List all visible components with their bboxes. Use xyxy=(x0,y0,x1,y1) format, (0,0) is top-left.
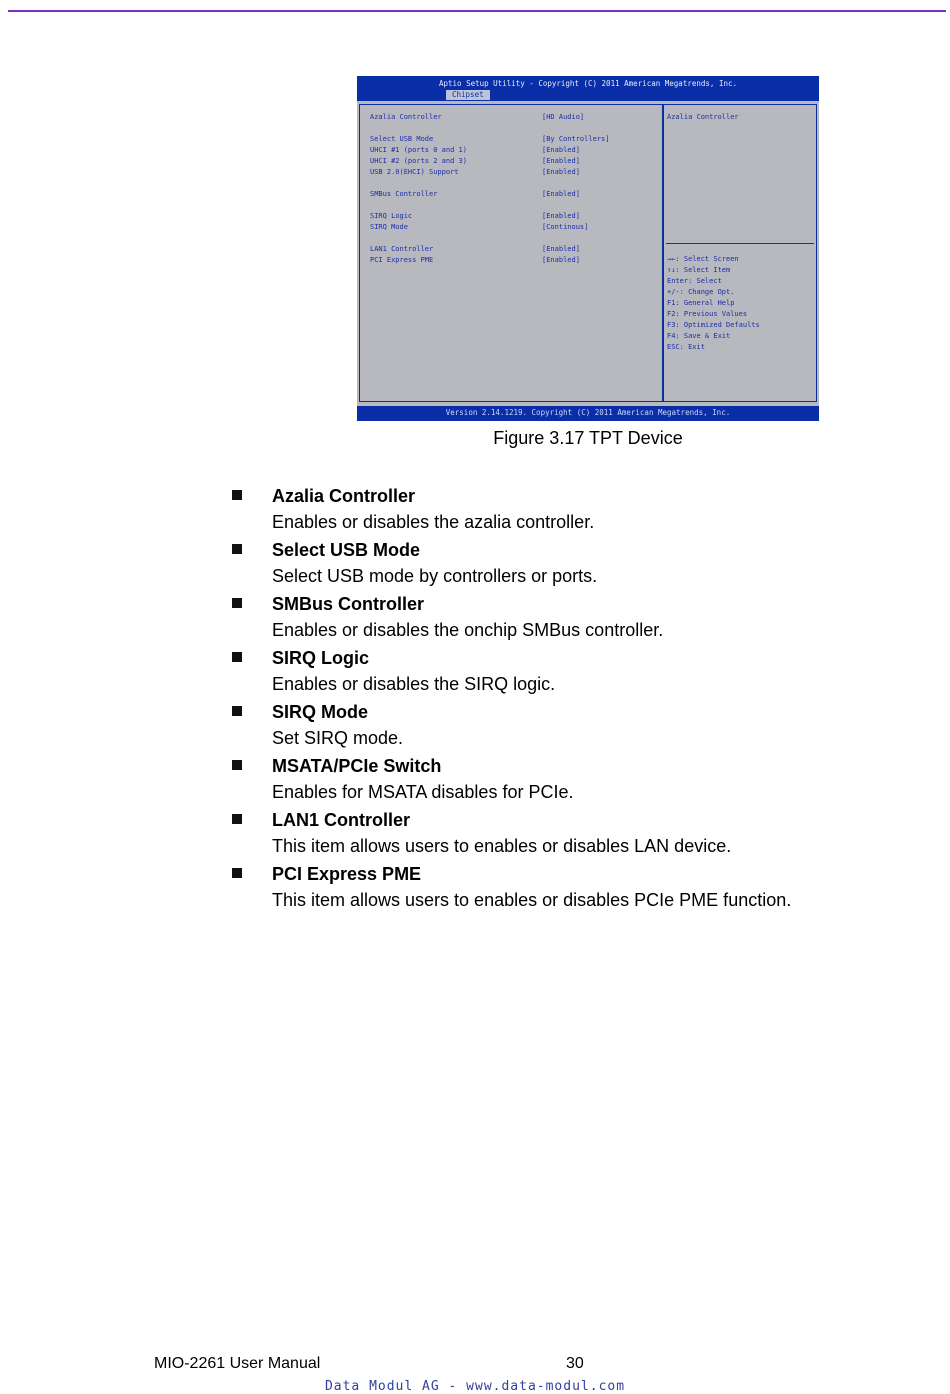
bios-setting-label: SMBus Controller xyxy=(370,190,438,198)
bios-setting-value: [By Controllers] xyxy=(542,135,610,143)
bios-key-hint: →←: Select Screen xyxy=(667,255,739,263)
item-title: SIRQ Logic xyxy=(272,648,370,668)
bios-setting-label: SIRQ Mode xyxy=(370,223,408,231)
page-number: 30 xyxy=(566,1355,584,1372)
bios-setting-value: [Enabled] xyxy=(542,212,580,220)
option-list xyxy=(228,483,928,915)
bios-tab-chipset: Chipset xyxy=(446,90,490,100)
item-title: SMBus Controller xyxy=(272,594,425,614)
bios-setting-label: SIRQ Logic xyxy=(370,212,413,220)
item-title: Azalia Controller xyxy=(272,486,416,506)
bios-setting-value: [Enabled] xyxy=(542,168,580,176)
item-description: Enables for MSATA disables for PCIe. xyxy=(272,782,574,802)
square-bullet-icon xyxy=(232,544,242,554)
bios-setting-value: [Continous] xyxy=(542,223,589,231)
bios-key-hint: ↑↓: Select Item xyxy=(667,266,731,274)
item-description: Set SIRQ mode. xyxy=(272,728,404,748)
item-title: PCI Express PME xyxy=(272,864,422,884)
bios-screenshot xyxy=(357,76,819,421)
bios-key-hint: F1: General Help xyxy=(667,299,735,307)
list-item xyxy=(228,483,928,535)
bios-footer: Version 2.14.1219. Copyright (C) 2011 American Megatrends, Inc. xyxy=(445,408,731,417)
bios-setting-label: UHCI #1 (ports 0 and 1) xyxy=(370,146,467,154)
bios-setting-value: [HD Audio] xyxy=(542,113,585,121)
item-description: Select USB mode by controllers or ports. xyxy=(272,566,598,586)
square-bullet-icon xyxy=(232,706,242,716)
list-item xyxy=(228,537,928,589)
bios-title: Aptio Setup Utility - Copyright (C) 2011 American Megatrends, Inc. xyxy=(438,79,737,88)
square-bullet-icon xyxy=(232,652,242,662)
list-item xyxy=(228,699,928,751)
bios-help-title: Azalia Controller xyxy=(667,113,739,121)
bios-help-panel xyxy=(663,104,817,402)
bios-key-hint: Enter: Select xyxy=(667,277,722,285)
bios-setting-value: [Enabled] xyxy=(542,146,580,154)
list-item xyxy=(228,753,928,805)
item-description: Enables or disables the SIRQ logic. xyxy=(272,674,556,694)
bios-key-hint: +/-: Change Opt. xyxy=(667,288,735,296)
bios-setting-value: [Enabled] xyxy=(542,256,580,264)
bios-settings-panel xyxy=(359,104,663,402)
square-bullet-icon xyxy=(232,490,242,500)
item-title: LAN1 Controller xyxy=(272,810,411,830)
bios-key-hint: ESC: Exit xyxy=(667,343,705,351)
bios-setting-label: Select USB Mode xyxy=(370,135,434,143)
bios-setting-label: Azalia Controller xyxy=(370,113,442,121)
top-rule xyxy=(8,10,946,12)
list-item xyxy=(228,861,928,913)
bios-setting-label: LAN1 Controller xyxy=(370,245,434,253)
bios-key-hint: F2: Previous Values xyxy=(667,310,748,318)
figure-caption: Figure 3.17 TPT Device xyxy=(493,428,683,448)
bios-help-divider xyxy=(666,243,814,244)
bios-key-hint: F3: Optimized Defaults xyxy=(667,321,760,329)
list-item xyxy=(228,591,928,643)
square-bullet-icon xyxy=(232,598,242,608)
bios-key-hint: F4: Save & Exit xyxy=(667,332,731,340)
bios-setting-value: [Enabled] xyxy=(542,190,580,198)
item-description: This item allows users to enables or disables PCIe PME function. xyxy=(272,890,792,910)
bios-setting-value: [Enabled] xyxy=(542,157,580,165)
item-description: Enables or disables the azalia controller. xyxy=(272,512,595,532)
item-description: This item allows users to enables or disables LAN device. xyxy=(272,836,732,856)
item-description: Enables or disables the onchip SMBus controller. xyxy=(272,620,664,640)
footer-manual-title: MIO-2261 User Manual xyxy=(154,1355,321,1372)
bios-setting-label: PCI Express PME xyxy=(370,256,434,264)
footer-company: Data Modul AG - www.data-modul.com xyxy=(324,1379,626,1394)
square-bullet-icon xyxy=(232,814,242,824)
item-title: Select USB Mode xyxy=(272,540,421,560)
list-item xyxy=(228,645,928,697)
square-bullet-icon xyxy=(232,868,242,878)
bios-setting-label: UHCI #2 (ports 2 and 3) xyxy=(370,157,467,165)
list-item xyxy=(228,807,928,859)
bios-setting-value: [Enabled] xyxy=(542,245,580,253)
item-title: MSATA/PCIe Switch xyxy=(272,756,442,776)
item-title: SIRQ Mode xyxy=(272,702,369,722)
square-bullet-icon xyxy=(232,760,242,770)
bios-panel xyxy=(357,101,819,406)
bios-setting-label: USB 2.0(EHCI) Support xyxy=(370,168,459,176)
